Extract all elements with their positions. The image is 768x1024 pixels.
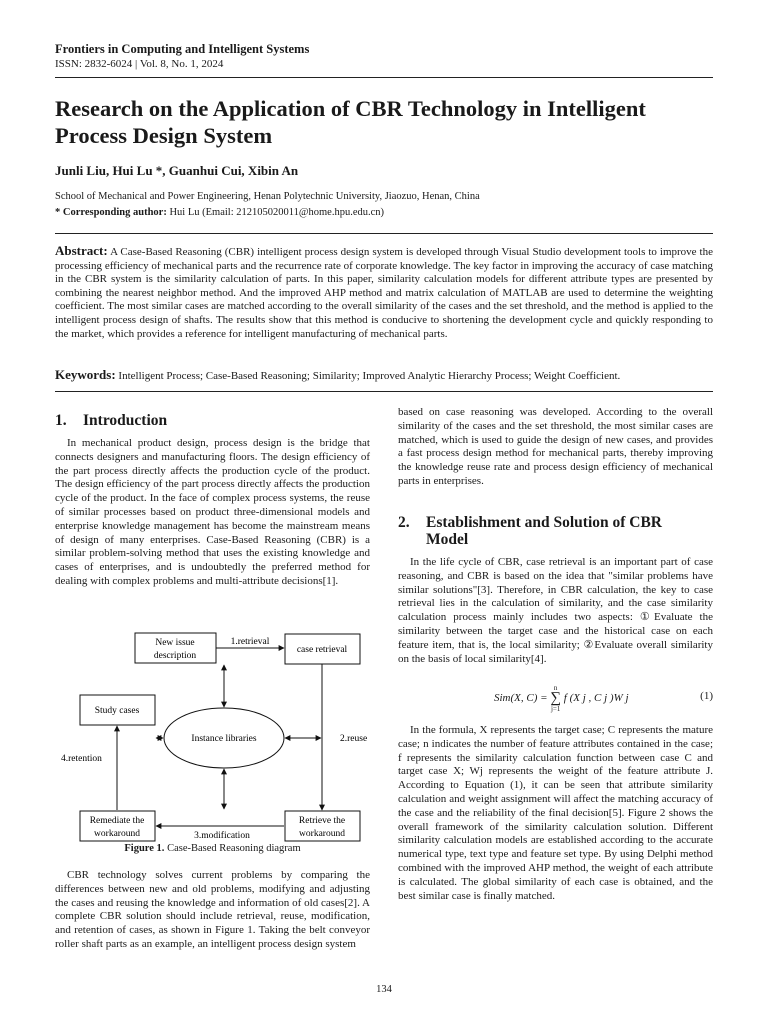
- arrow-modification-label: 3.modification: [194, 831, 250, 841]
- section-title-line2: Model: [426, 531, 469, 548]
- issn-volume-line: ISSN: 2832-6024 | Vol. 8, No. 1, 2024: [55, 58, 224, 70]
- equation-1-number: (1): [700, 690, 713, 702]
- box-remediate-line1: Remediate the: [89, 816, 145, 826]
- affiliation: School of Mechanical and Power Engineering, Henan Polytechnic University, Jiaozuo, Henan, China: [55, 191, 480, 202]
- keywords: [55, 367, 715, 383]
- box-remediate-line2: workaround: [94, 829, 140, 839]
- section-number: 2.: [398, 514, 410, 531]
- figure-1-caption-label: Figure 1.: [124, 843, 165, 854]
- figure-1-caption: [55, 843, 370, 854]
- equation-rhs: f (X j , C j )W j: [563, 692, 629, 705]
- header-rule: [55, 77, 713, 78]
- corresponding-contact: Hui Lu (Email: 212105020011@home.hpu.edu.cn): [166, 207, 385, 218]
- arrow-reuse-label: 2.reuse: [340, 734, 368, 744]
- sum-upper-limit: n: [553, 684, 558, 692]
- section-number: 1.: [55, 412, 67, 429]
- cbr-paragraph-2: In the formula, X represents the target case; C represents the mature case; n indicates the number of feature attributes contained in the case; f represents the similarity calculation function between case C and target case X; Wj represents the weight of the feature attribute J. According to Equation (1), it can be seen that attribute similarity calculation and weight assignment will affect the matching accuracy of the case and the reliability of the final decision[5]. Figure 2 shows the overall framework of the similarity calculation solution. Different similarity calculation models are established according to the accurate numerical type, text type and feature set type. By using Delphi method combined with the improved AHP method, the weight of each attribute is calculated. The global similarity of each case is obtained, and the best similar case is finally matched.: [398, 724, 713, 902]
- section-title: Introduction: [83, 412, 168, 429]
- author-list: Junli Liu, Hui Lu *, Guanhui Cui, Xibin An: [55, 163, 299, 178]
- section-title-line1: Establishment and Solution of CBR: [426, 514, 663, 531]
- keywords-rule: [55, 391, 713, 392]
- abstract-text: A Case-Based Reasoning (CBR) intelligent process design system is developed through Visual Studio development tools to improve the processing efficiency of mechanical parts and the recurrence rate of corporate knowledge. The key factor in improving the accuracy of case matching in the CBR system is the similarity calculation of parts. In this paper, similarity calculation models for different attribute types are presented by combining the nearest neighbor method. And the improved AHP method and matrix calculation of MATLAB are used to determine the weighting coefficient. The most similar cases are matched according to the overall similarity of the cases and the set threshold, and the method is applied to the intelligent process design of shafts. The results show that this method is conducive to shortening the development cycle and quickly responding to the market, which provides a reference for intelligent manufacturing of mechanical parts.: [55, 246, 713, 340]
- summation-symbol: [550, 684, 561, 713]
- sigma-glyph: ∑: [550, 690, 562, 706]
- arrow-retention-label: 4.retention: [61, 754, 102, 764]
- abstract: [55, 244, 713, 341]
- corresponding-label: * Corresponding author:: [55, 207, 167, 218]
- abstract-rule: [55, 233, 713, 234]
- figure-1-caption-text: Case-Based Reasoning diagram: [164, 843, 301, 854]
- box-retrieve-line2: workaround: [299, 829, 345, 839]
- section-heading-introduction: [55, 412, 167, 429]
- equation-1-formula: [494, 684, 629, 713]
- box-new-issue-line1: New issue: [155, 638, 195, 648]
- cbr-paragraph-1: In the life cycle of CBR, case retrieval is an important part of case reasoning, and CBR is based on the idea that "similar problems have similar solutions"[3]. Therefore, in CBR calculation, the key to case retrieval lies in the calculation of similarity, and the case similarity calculation process mainly includes two aspects: ①Evaluate the similarity between the target case and the historical case on each feature item, that is, the local similarity; ②Evaluate overall similarity on the basis of local similarity[4].: [398, 556, 713, 665]
- intro-paragraph-2: CBR technology solves current problems by comparing the differences between new and old problems, modifying and adjusting the cases and reusing the knowledge and information of old cases[2]. A complete CBR solution should include retrieval, reuse, modification, and retention of cases, as shown in Figure 1. Taking the belt conveyor roller shaft parts as an example, an intelligent process design system: [55, 869, 370, 950]
- sum-lower-limit: j=1: [550, 705, 561, 713]
- journal-name: Frontiers in Computing and Intelligent Systems: [55, 42, 310, 56]
- box-retrieve-line1: Retrieve the: [298, 816, 346, 826]
- arrow-retrieval-label: 1.retrieval: [230, 637, 270, 647]
- box-case-retrieval-label: case retrieval: [296, 645, 348, 655]
- paper-title: Research on the Application of CBR Technology in Intelligent Process Design System: [55, 96, 646, 148]
- keywords-label: Keywords:: [55, 367, 116, 382]
- keywords-text: Intelligent Process; Case-Based Reasoning; Similarity; Improved Analytic Hierarchy Process; Weight Coefficient.: [115, 370, 621, 382]
- figure-1-cbr-diagram: [60, 628, 372, 843]
- abstract-label: Abstract:: [55, 243, 108, 258]
- intro-paragraph-1: In mechanical product design, process design is the bridge that connects designers and manufacturing floors. The design efficiency of the part process directly affects the production cycle of the product. The design efficiency of the part process directly affects the production cycle of the product. In the face of complex process systems, the reuse of similar processes based on product three-dimensional models and enterprise knowledge management has become the mainstream means of design of many enterprises. Case-Based Reasoning (CBR) is a similar problem-solving method that uses the existing knowledge and cases of enterprises, and is undoubtedly the preferred method for dealing with complex problems and multi-attribute decisions[1].: [55, 437, 370, 587]
- corresponding-author: [55, 207, 384, 218]
- intro-paragraph-2-continued: based on case reasoning was developed. According to the overall similarity of the cases and the set threshold, the most similar cases are matched, which is used to guide the design of new cases, and provides a fast process design method for mechanical parts, thereby improving the knowledge reuse rate and process design efficiency of mechanical parts in enterprises.: [398, 406, 713, 487]
- section-heading-cbr-model: [398, 514, 718, 548]
- equation-lhs: Sim(X, C) =: [494, 692, 551, 705]
- page-number: 134: [376, 984, 392, 995]
- box-new-issue-line2: description: [153, 651, 197, 661]
- ellipse-instance-libraries-label: Instance libraries: [191, 734, 257, 744]
- equation-1: [398, 684, 713, 714]
- box-study-cases-label: Study cases: [94, 706, 140, 716]
